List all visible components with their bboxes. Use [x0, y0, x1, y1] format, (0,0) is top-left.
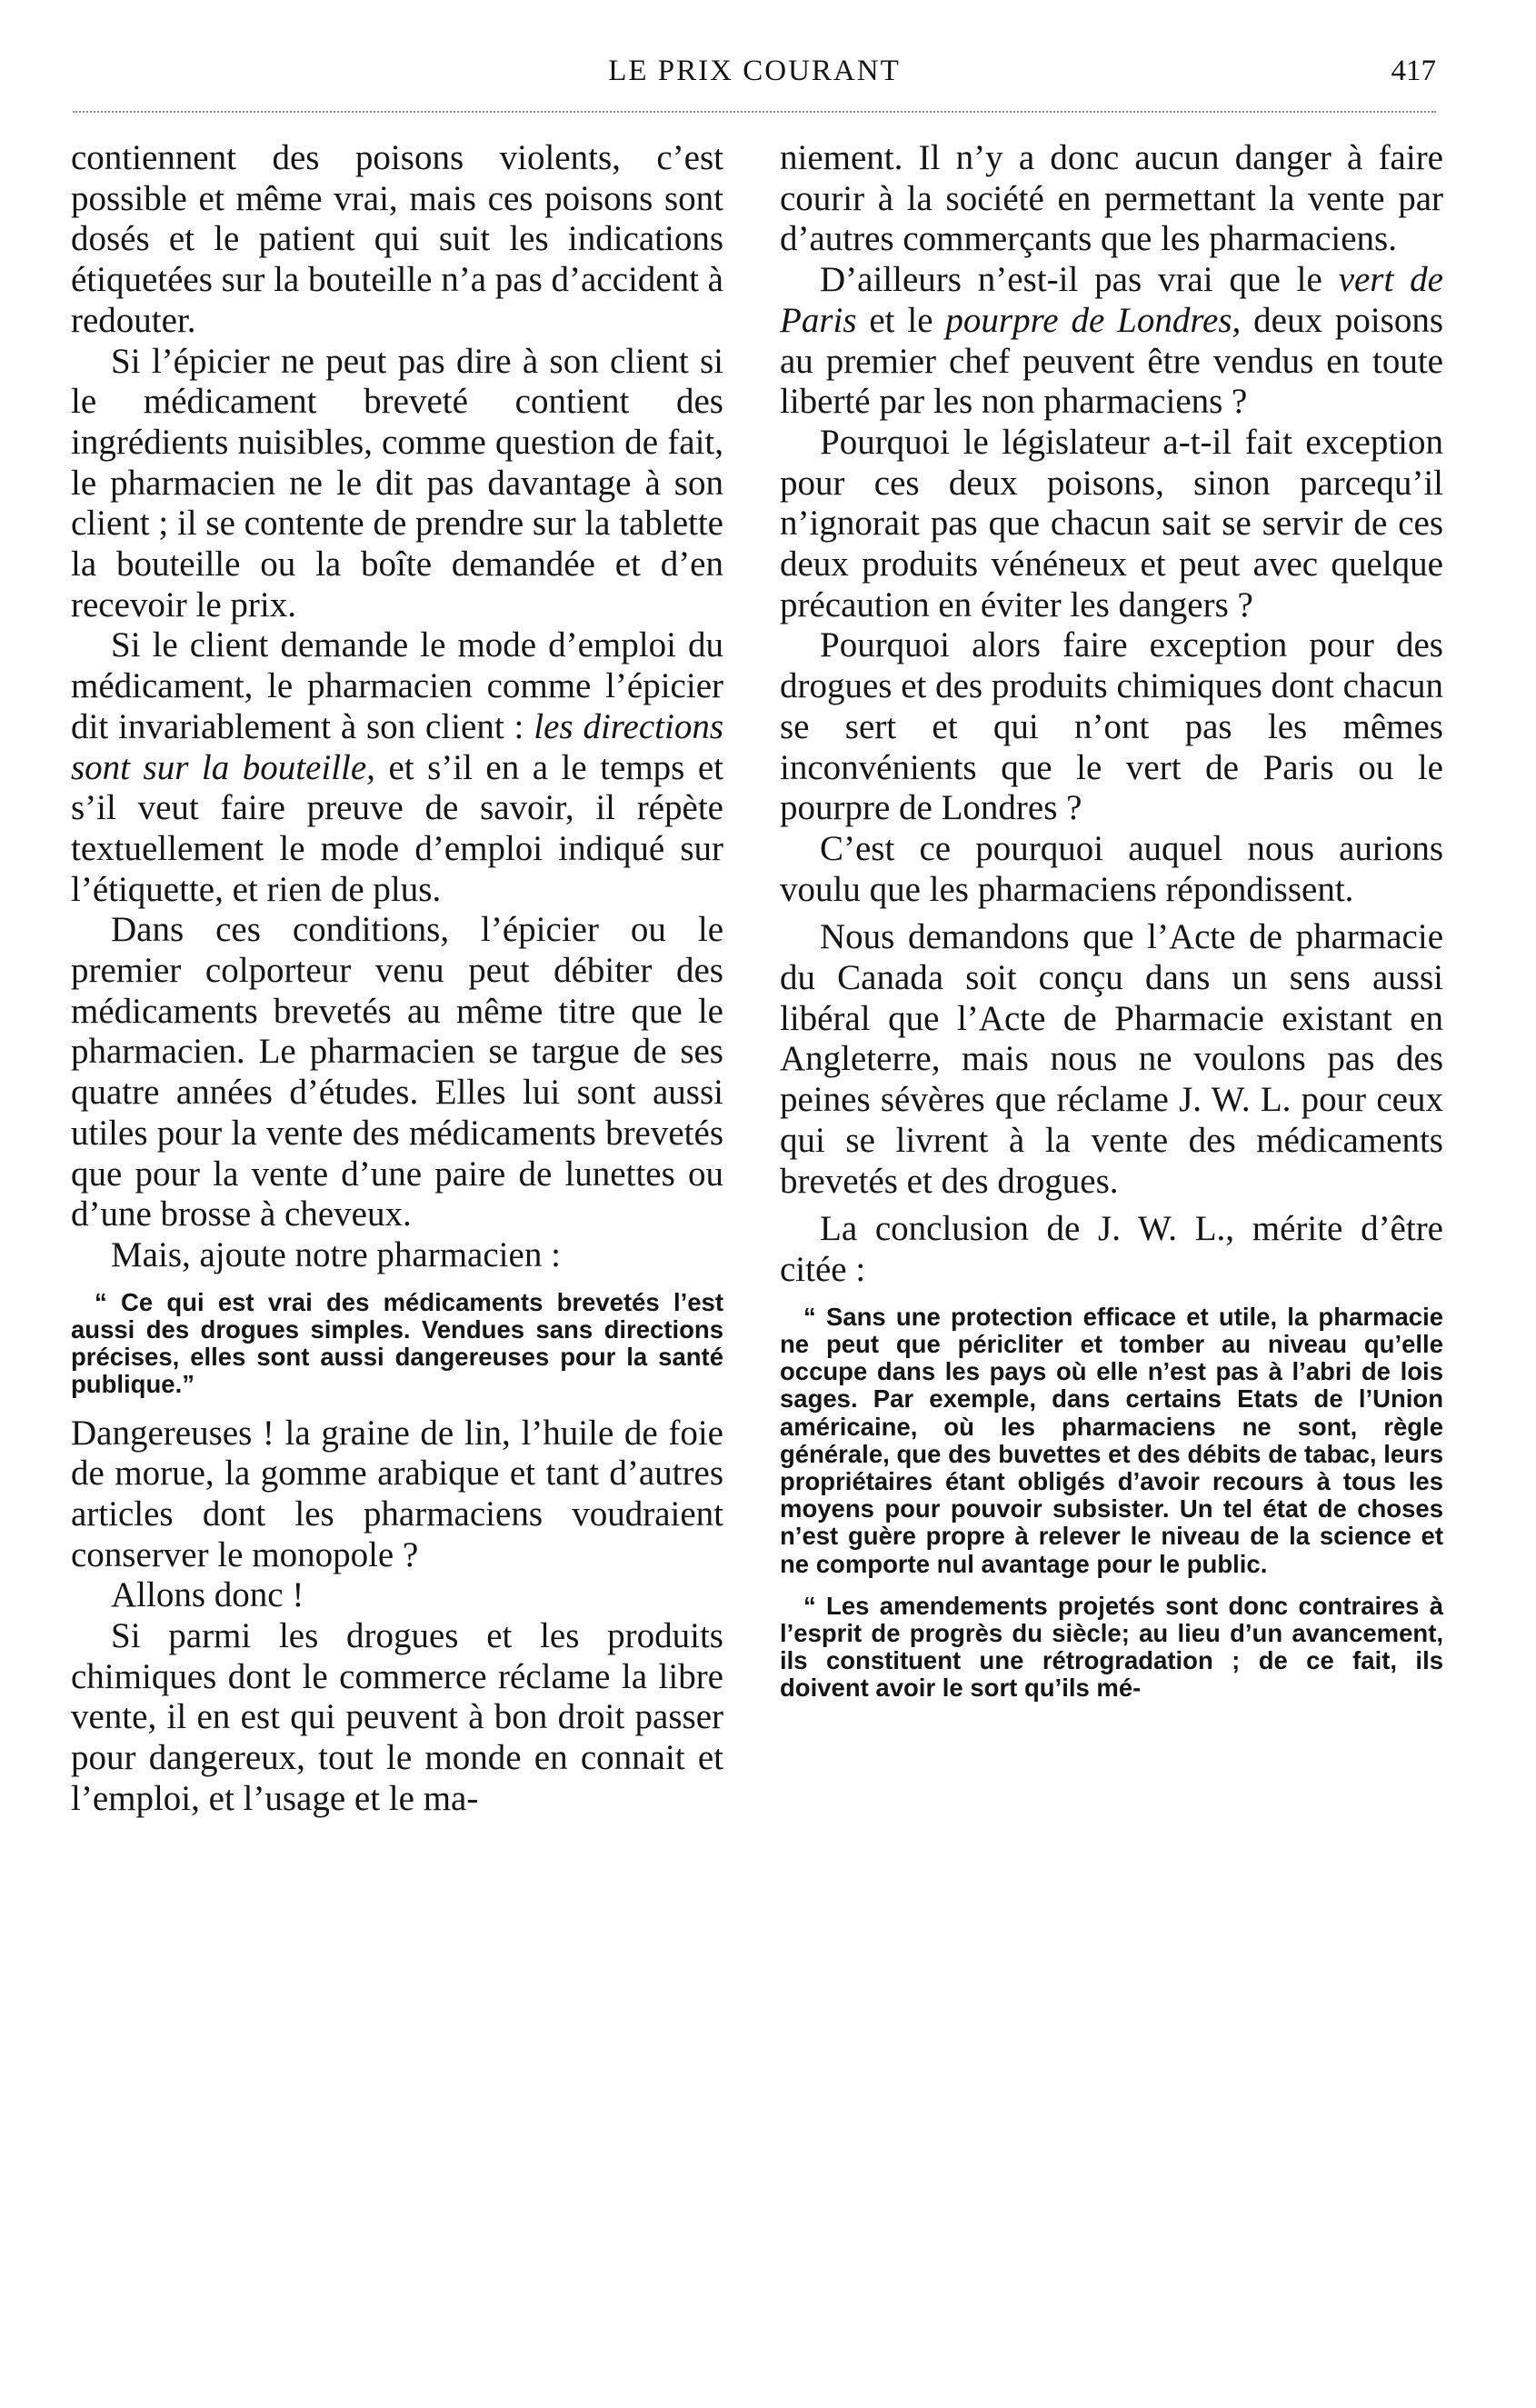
paragraph-text: et s’il en a le temps et s’il veut faire preuve de savoir, il répète textuellement le mode d’emploi indiqué sur l’étiquette, et rien de plus. — [71, 747, 723, 909]
paragraph: La conclusion de J. W. L., mérite d’être citée : — [780, 1209, 1443, 1289]
italic-phrase: vert de Paris — [780, 260, 1443, 340]
paragraph: Dans ces conditions, l’épicier ou le premier colporteur venu peut débiter des médicaments brevetés au même titre que le pharmacien. Le pharmacien se targue de ses quatre années d’études. Elles lui sont aussi utiles pour la vente des médicaments brevetés que pour la vente d’une paire de lunettes ou d’une brosse à cheveux. — [71, 910, 723, 1234]
italic-phrase: les directions sont sur la bouteille, — [71, 706, 723, 787]
paragraph — [71, 625, 723, 910]
paragraph-text: D’ailleurs n’est-il pas vrai que le — [820, 260, 1322, 300]
paragraph: contiennent des poisons violents, c’est possible et même vrai, mais ces poisons sont dosés et le patient qui suit les indications étiquetées sur la bouteille n’a pas d’accident à redouter. — [71, 138, 723, 340]
left-column — [71, 138, 723, 2374]
paragraph: Si l’épicier ne peut pas dire à son client si le médicament breveté contient des ingrédients nuisibles, comme question de fait, le pharmacien ne le dit pas davantage à son client ; il se contente de prendre sur la tablette la bouteille ou la boîte demandée et d’en recevoir le prix. — [71, 341, 723, 624]
paragraph-text: et le — [869, 300, 933, 340]
paragraph: Pourquoi alors faire exception pour des drogues et des produits chimiques dont chacun se sert et qui n’ont pas les mêmes inconvénients que le vert de Paris ou le pourpre de Londres ? — [780, 625, 1443, 828]
paragraph: Mais, ajoute notre pharmacien : — [111, 1234, 561, 1274]
block-quote: “ Les amendements projetés sont donc contraires à l’esprit de progrès du siècle; au lieu d’un avancement, ils constituent une rétrogradation ; de ce fait, ils doivent avoir le sort qu’ils mé- — [780, 1591, 1443, 1703]
block-quote: “ Ce qui est vrai des médicaments brevetés l’est aussi des drogues simples. Vendues sans directions précises, elles sont aussi dangereuses pour la santé publique.” — [71, 1287, 723, 1399]
paragraph: niement. Il n’y a donc aucun danger à faire courir à la société en permettant la vente par d’autres commerçants que les pharmaciens. — [780, 138, 1443, 259]
running-title: LE PRIX COURANT — [608, 55, 901, 87]
italic-phrase: pourpre de Londres, — [945, 300, 1242, 340]
paragraph: Si parmi les drogues et les produits chimiques dont le commerce réclame la libre vente, il en est qui peuvent à bon droit passer pour dangereux, tout le monde en connait et l’emploi, et l’usage et le ma- — [71, 1616, 723, 1818]
page-header — [73, 55, 1436, 109]
paragraph-text: Si le client demande le mode d’emploi du médicament, le pharmacien comme l’épicier dit invariablement à son client : — [71, 625, 723, 746]
block-quote: “ Sans une protection efficace et utile, la pharmacie ne peut que péricliter et tomber au niveau qu’elle occupe dans les pays où elle n’est pas à l’abri de lois sages. Par exemple, dans certains Etats de l’Union américaine, où les pharmaciens ne sont, règle générale, que des buvettes et des débits de tabac, leurs propriétaires étant obligés d’avoir recours à tous les moyens pour pouvoir subsister. Un tel état de choses n’est guère propre à relever le niveau de la science et ne comporte nul avantage pour le public. — [780, 1302, 1443, 1578]
paragraph: Allons donc ! — [111, 1575, 304, 1615]
paragraph — [780, 260, 1443, 423]
paragraph: Dangereuses ! la graine de lin, l’huile de foie de morue, la gomme arabique et tant d’autres articles dont les pharmaciens voudraient conserver le monopole ? — [71, 1413, 723, 1574]
page-number: 417 — [1391, 55, 1436, 87]
paragraph-text: deux poisons au premier chef peuvent être vendus en toute liberté par les non pharmaciens ? — [780, 300, 1443, 422]
right-column — [780, 138, 1443, 2374]
paragraph: Pourquoi le législateur a-t-il fait exception pour ces deux poisons, sinon parcequ’il n’ignorait pas que chacun sait se servir de ces deux produits vénéneux et peut avec quelque précaution en éviter les dangers ? — [780, 422, 1443, 624]
paragraph: C’est ce pourquoi auquel nous aurions voulu que les pharmaciens répondissent. — [780, 828, 1443, 909]
paragraph: Nous demandons que l’Acte de pharmacie du Canada soit conçu dans un sens aussi libéral que l’Acte de Pharmacie existant en Angleterre, mais nous ne voulons pas des peines sévères que réclame J. W. L. pour ceux qui se livrent à la vente des médicaments brevetés et des drogues. — [780, 917, 1443, 1201]
header-rule — [73, 111, 1436, 113]
